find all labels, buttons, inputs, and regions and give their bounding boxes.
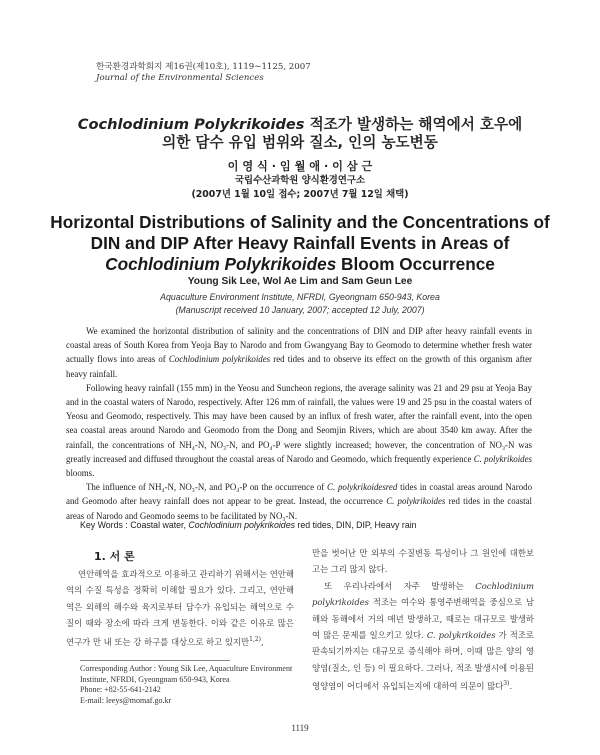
abstract-p3-species-2: C. polykrikoides [386,496,446,507]
keywords-text: Coastal water, [130,520,189,530]
footnote-divider [80,660,230,661]
korean-affiliation: 국립수산과학원 양식환경연구소 [234,175,366,186]
section-heading: 1. 서 론 [94,550,135,563]
abstract-p3-text-end: red tides in the coastal areas of Narodo and Geomodo seems to be facilitated by NO₃-N. [66,496,532,521]
journal-header [96,62,311,84]
abstract-paragraph-2 [66,381,532,480]
abstract-paragraph-3 [66,480,532,523]
english-title-line2: DIN and DIP After Heavy Rainfall Events in Areas of [90,233,510,253]
footnote-corresponding-author: Corresponding Author : Young Sik Lee, Aquaculture Environment Institute, NFRDI, Gyeongnam 650-943, Korea [80,664,293,684]
right-p2-species-1: Cochlodinium polykrikoides [312,580,534,608]
footnote-email: E-mail: leeys@momaf.go.kr [80,695,172,705]
english-title [0,212,600,275]
abstract-p1-text: We examined the horizontal distribution of salinity and the concentrations of DIN and DIP after heavy rainfall events in coastal areas of South Korea from Yeoja Bay to Narodo and from Gwangyang Bay to Geomodo to determine whether fresh water actually flows into areas of [66,326,532,365]
page-number: 1119 [291,723,309,733]
abstract-p3-species-1: C. polykrikoidesred [327,482,398,493]
korean-authors: 이 영 식 · 임 월 애 · 이 삼 근 [227,160,373,173]
right-p2-text-mid: 적조는 여수와 통영주변해역을 중심으로 남해와 동해에서 거의 매년 발생하고, 때로는 대규모로 발생하여 많은 문제를 일으키고 있다. [312,597,534,641]
keywords-label: Key Words : [80,520,131,530]
abstract [66,324,532,523]
right-paragraph-end: . [509,681,513,692]
abstract-p3-text: The influence of NH₄-N, NO₃-N, and PO₄-P on the occurrence of [86,482,328,493]
abstract-p2-text: Following heavy rainfall (155 mm) in the Yeosu and Suncheon regions, the average salinity was 21 and 29 psu at Yeoja Bay and in the coastal waters of Narodo, respectively. After 126 mm of rainfall, the values were 19 and 25 psu in the coastal waters of Yeosu and Geomodo, respectively. This may have been caused by an influx of fresh water, after the rainfall event, into the open sea coastal areas around Narodo and Geomodo from the Dong and Seomjin Rivers, which are about 3540 km away. After the rainfall, the concentrations of NH₄-N, NO₃-N, and PO₄-P were slightly increased; however, the concentration of NO₃-N was greatly increased and diffused throughout the coastal areas of Narodo and Geomodo, which frequently experience [66,382,532,464]
abstract-p3-text-mid: tides in coastal areas around Narodo and Geomodo after heavy rainfall does not appear to be great. Instead, the occurrence [66,482,533,507]
left-paragraph [66,566,294,650]
left-paragraph-text: 연안해역을 효과적으로 이용하고 관리하기 위해서는 연안해역의 수질 특성을 정확히 이해할 필요가 있다. 그리고, 연안해역은 외해의 해수와 육지로부터 담수가 유입되는 해역으로 수질이 때와 장소에 따라 크게 변동한다. 이와 같은 이유로 많은 연구가 만 내 또는 강 하구를 대상으로 하고 있지만 [66,569,294,647]
footnote-phone: Phone: +82-55-641-2142 [80,685,161,694]
right-paragraph-1: 만을 벗어난 만 외부의 수질변동 특성이나 그 원인에 대한보고는 그리 많지 않다. [312,548,534,575]
left-paragraph-end: , [261,636,264,647]
english-affiliation: Aquaculture Environment Institute, NFRDI, Gyeongnam 650-943, Korea [160,292,440,302]
abstract-paragraph-1 [66,324,532,381]
english-title-species: Cochlodinium Polykrikoides [105,254,337,274]
english-authors: Young Sik Lee, Wol Ae Lim and Sam Geun Lee [187,276,413,287]
korean-title-line1 [0,116,600,134]
korean-title-species: Cochlodinium Polykrikoides [77,116,305,133]
journal-english: Journal of the Environmental Sciences [96,73,264,83]
korean-title [0,116,600,152]
abstract-p1-text-end: red tides and to observe its effect on the growth of this organism after heavy rainfall. [66,354,532,379]
english-title-line3 [0,254,600,275]
keywords-species: Cochlodinium polykrikoides [188,520,295,530]
korean-title-line2: 의한 담수 유입 범위와 질소, 인의 농도변동 [162,134,438,151]
keywords-text-end: red tides, DIN, DIP, Heavy rain [294,520,417,530]
abstract-p2-end: blooms. [66,468,95,479]
english-title-line3-rest: Bloom Occurrence [336,254,495,274]
korean-dates: (2007년 1월 10일 접수; 2007년 7월 12일 채택) [191,189,409,200]
english-title-line1: Horizontal Distributions of Salinity and the Concentrations of [50,212,550,232]
right-p2-text-end: 가 적조로 판속되기까지는 대규모로 증식해야 하며, 이때 많은 양의 영양염(질소, 인 등) 이 필요하다. 그러나, 적조 발생시에 이용된 영양염이 어디에서 유입되는지에 대하여 의문이 많다 [312,630,535,692]
right-p2-species-2: C. polykrikoides [426,630,496,641]
left-citation: 1,2) [249,635,261,643]
abstract-p1-species: Cochlodinium polykrikoides [168,354,271,365]
right-p2-text: 또 우리나라에서 자주 발생하는 [324,580,476,591]
left-column-text [66,566,294,650]
footnote [80,664,300,706]
abstract-p2-species: C. polykrikoides [473,453,532,464]
korean-title-line1-rest: 적조가 발생하는 해역에서 호우에 [304,116,523,133]
right-paragraph-2 [312,578,534,695]
english-dates: (Manuscript received 10 January, 2007; accepted 12 July, 2007) [175,305,425,315]
journal-korean: 한국환경과학회지 제16권(제10호), 1119∼1125, 2007 [96,62,311,72]
right-citation: 3) [503,680,510,688]
right-column-text [312,545,534,694]
keywords [80,520,417,530]
